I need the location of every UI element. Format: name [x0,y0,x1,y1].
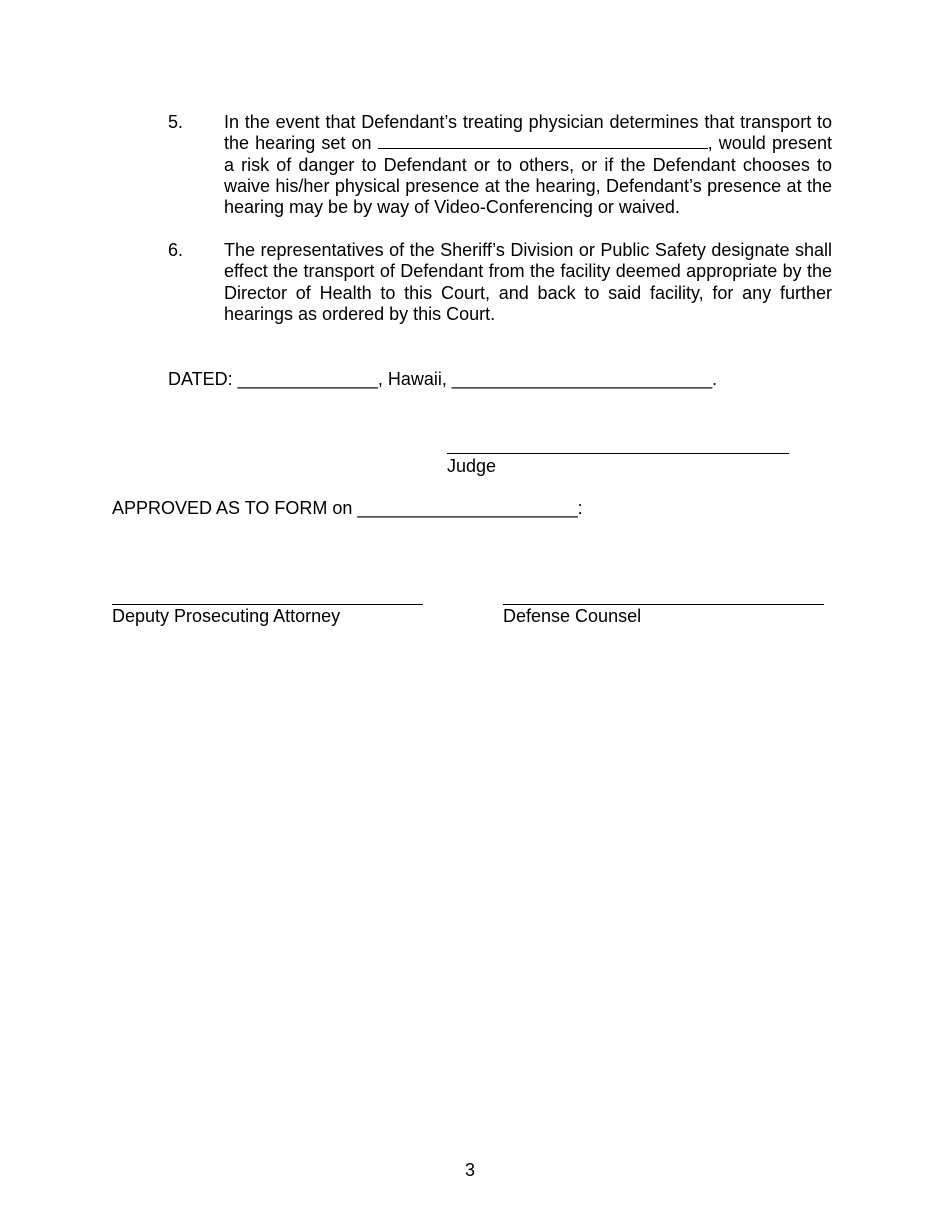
judge-label: Judge [447,456,497,476]
judge-signature-line[interactable] [447,453,789,454]
prosecutor-label: Deputy Prosecuting Attorney [112,606,341,626]
defense-label: Defense Counsel [503,606,642,626]
prosecutor-signature-line[interactable] [112,604,423,605]
approved-as-to-form-line[interactable]: APPROVED AS TO FORM on ______________________: [112,498,583,518]
paragraph-text-end: , would present a risk of danger to Defendant or to others, or if the Defendant chooses to waive his/her physical presence at the hearing, Defendant’s presence at the hearing may be by way of Video-Conferencing or waived. [224,133,832,218]
page-number: 3 [464,1160,475,1180]
paragraph-number: 6. [168,240,184,260]
defense-signature-line[interactable] [503,604,824,605]
paragraph-text [224,112,832,218]
paragraph-text-start: In the event that Defendant’s treating physician determines that transport to the hearing set on [224,112,832,154]
paragraph-text: The representatives of the Sheriff’s Division or Public Safety designate shall effect the transport of Defendant from the facility deemed appropriate by the Director of Health to this Court, and back to said facility, for any further hearings as ordered by this Court. [224,240,832,324]
dated-line[interactable]: DATED: ______________, Hawaii, __________________________. [168,369,718,389]
hearing-date-blank[interactable] [378,134,708,149]
paragraph-number: 5. [168,112,184,132]
